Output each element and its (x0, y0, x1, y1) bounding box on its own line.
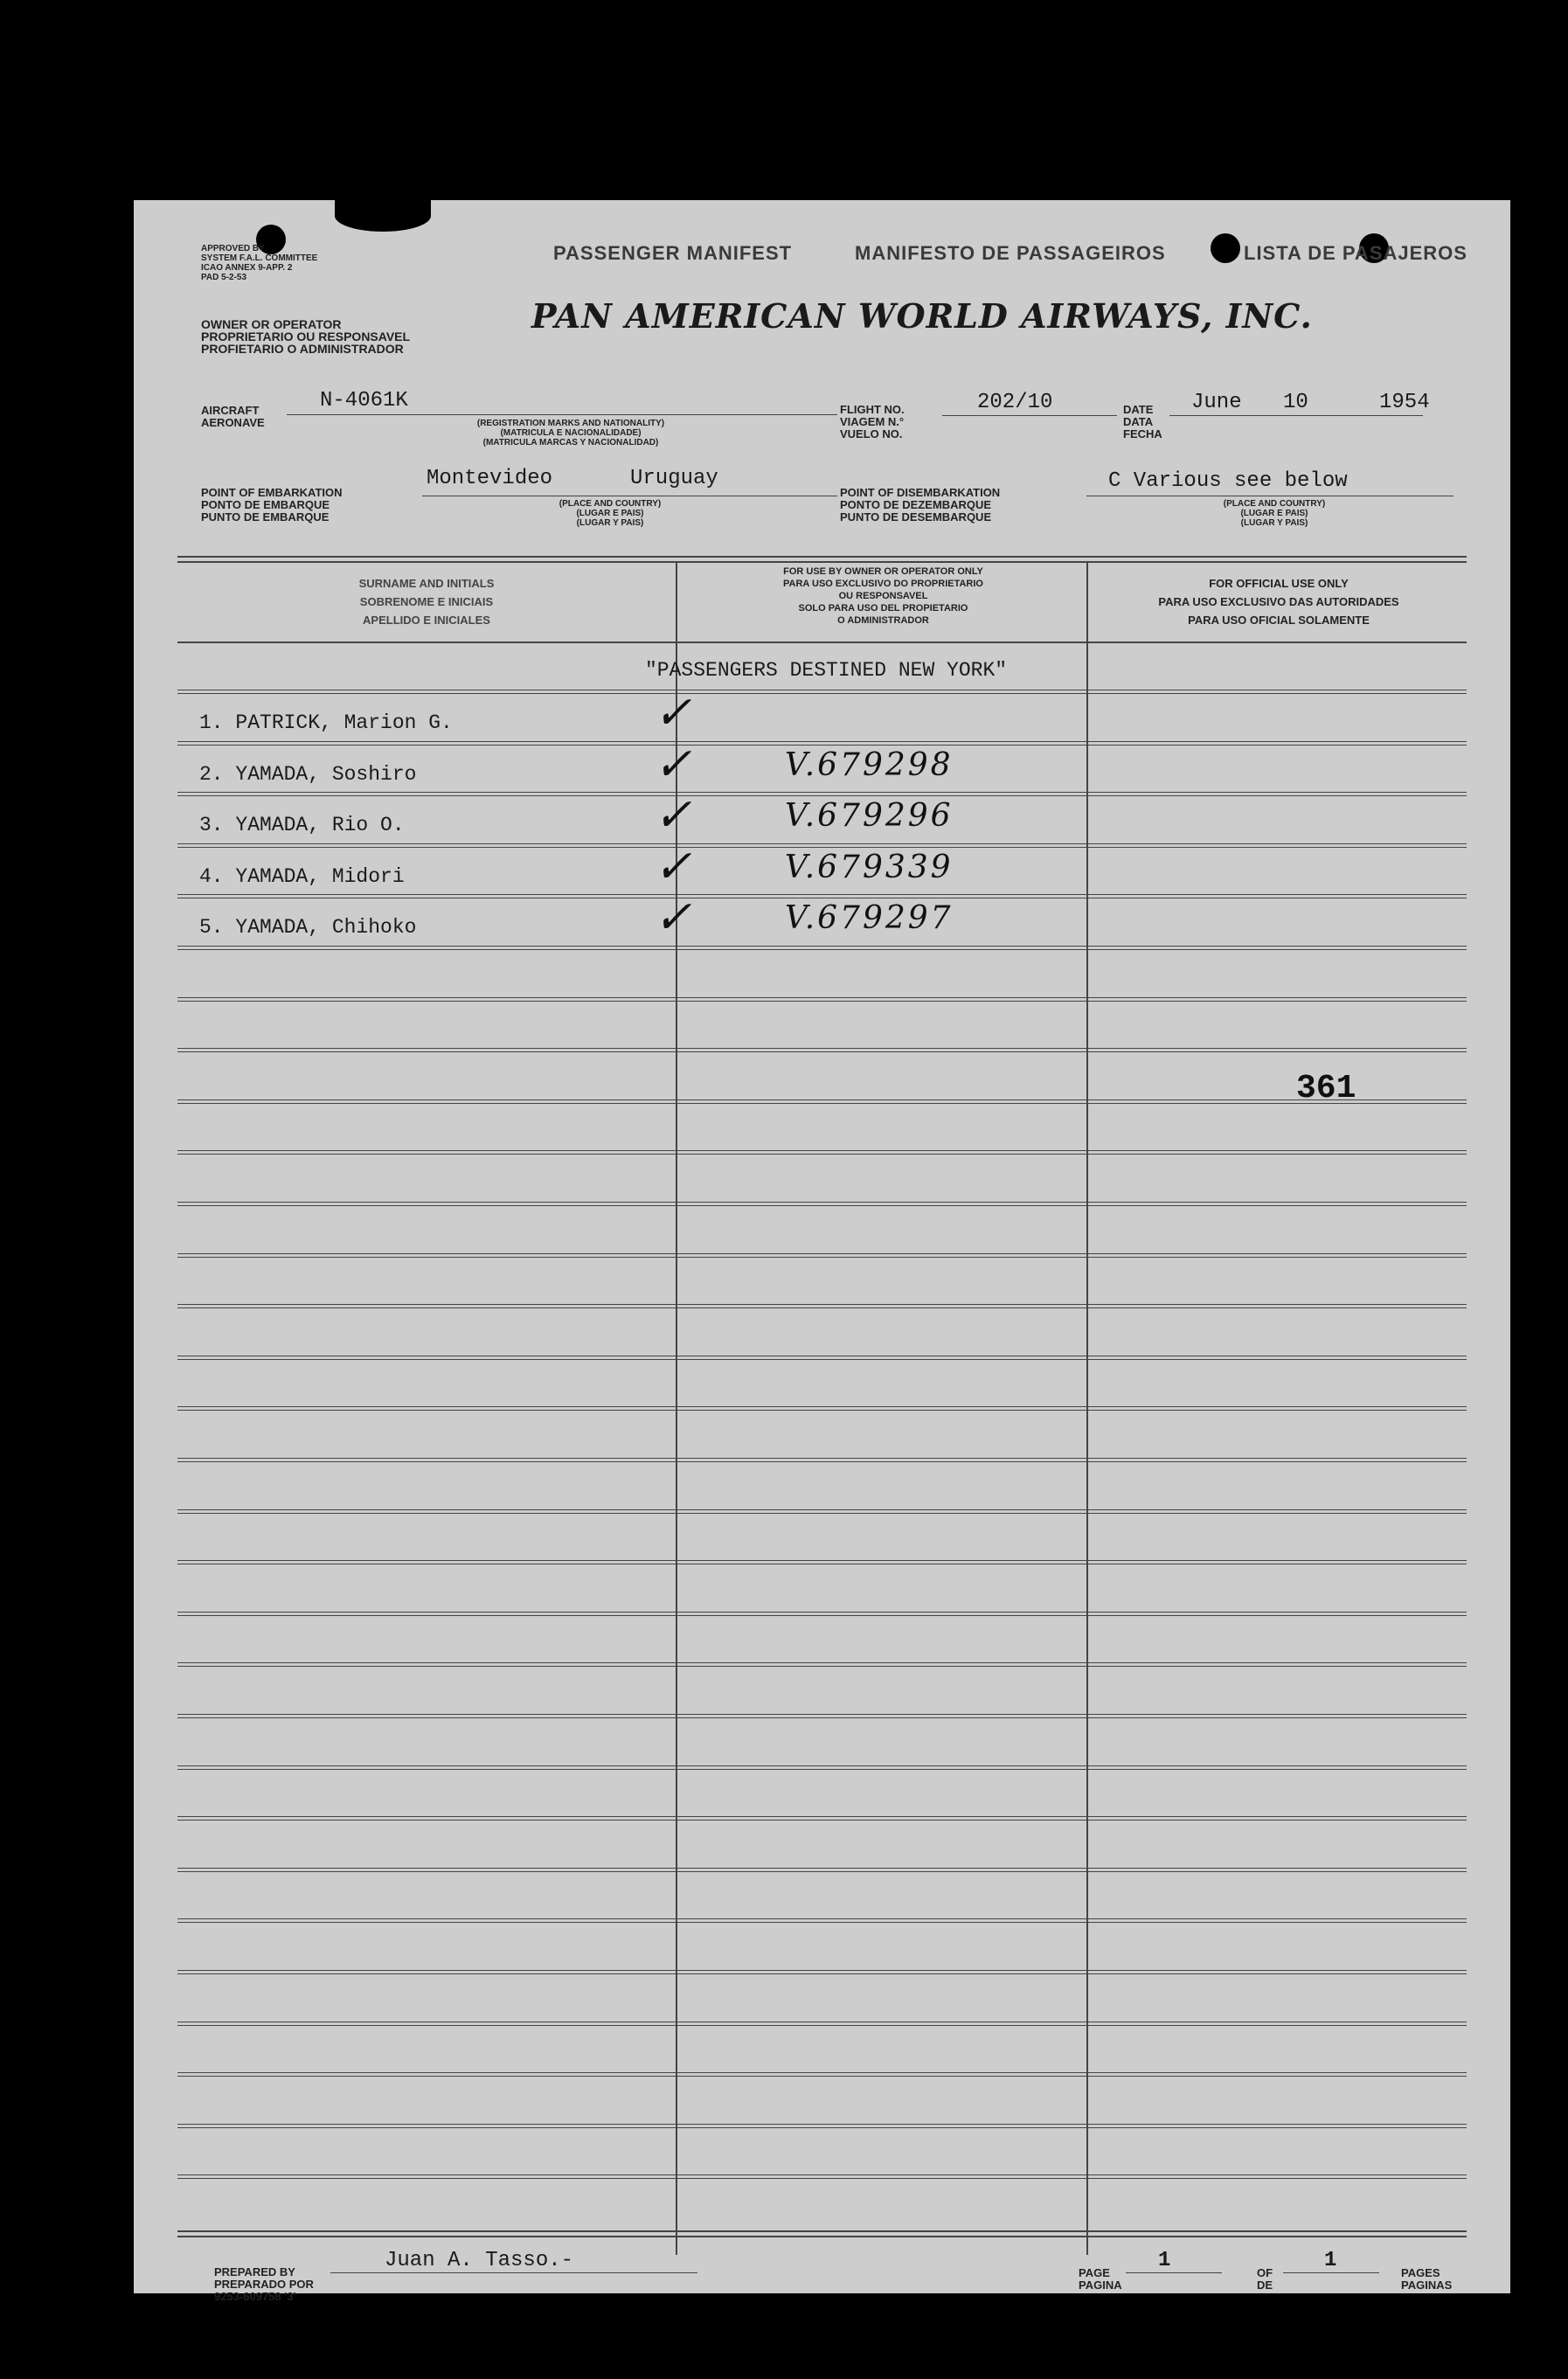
registration-note: (REGISTRATION MARKS AND NATIONALITY) (MATRICULA E NACIONALIDADE) (MATRICULA MARCAS Y NACIONALIDAD) (476, 419, 665, 447)
row-rule (177, 1253, 1467, 1254)
operator-name: PAN AMERICAN WORLD AIRWAYS, INC. (531, 296, 1313, 336)
row-rule (177, 1048, 1467, 1049)
prepared-underline (330, 2272, 697, 2273)
of-underline (1283, 2272, 1379, 2273)
row-rule (177, 1509, 1467, 1510)
row-rule (177, 1051, 1467, 1052)
flight-underline (942, 415, 1117, 416)
page-label: PAGE PAGINA (1079, 2266, 1122, 2292)
row-rule (177, 1458, 1467, 1459)
table-top-rule (177, 556, 1467, 558)
official-column-header: FOR OFFICIAL USE ONLY PARA USO EXCLUSIVO DAS AUTORIDADES PARA USO OFICIAL SOLAMENTE (1158, 577, 1399, 627)
flight-value: 202/10 (977, 391, 1053, 414)
row-rule (177, 2178, 1467, 2179)
date-month: June (1191, 391, 1242, 414)
prepared-by: Juan A. Tasso.- (385, 2249, 574, 2272)
column-divider-2 (1086, 561, 1088, 2255)
punch-hole (1211, 233, 1240, 263)
row-rule (177, 1461, 1467, 1462)
row-rule (177, 1765, 1467, 1766)
disembark-label: POINT OF DISEMBARKATION PONTO DE DEZEMBARQUE PUNTO DE DESEMBARQUE (840, 486, 1001, 524)
row-rule (177, 1150, 1467, 1151)
row-rule (177, 1099, 1467, 1100)
row-rule (177, 997, 1467, 998)
of-label: OF DE (1257, 2266, 1273, 2292)
check-mark: ✓ (654, 891, 695, 944)
row-rule (177, 894, 1467, 895)
visa-number: V.679298 (785, 747, 954, 783)
row-rule (177, 2076, 1467, 2077)
row-rule (177, 745, 1467, 746)
title-pt: MANIFESTO DE PASSAGEIROS (855, 242, 1166, 264)
row-rule (177, 1717, 1467, 1718)
row-rule (177, 2025, 1467, 2026)
title-es: LISTA DE PASAJEROS (1244, 242, 1467, 264)
page-total: 1 (1324, 2249, 1337, 2272)
aircraft-label: AIRCRAFT AERONAVE (201, 404, 265, 429)
row-rule (177, 1769, 1467, 1770)
flight-label: FLIGHT NO. VIAGEM N.° VUELO NO. (840, 403, 905, 440)
manifest-sheet (134, 200, 1510, 2303)
embark-country: Uruguay (630, 467, 718, 490)
page-underline (1126, 2272, 1222, 2273)
row-rule (177, 1970, 1467, 1971)
pages-label: PAGES PAGINAS (1401, 2266, 1453, 2292)
row-rule (177, 1612, 1467, 1613)
row-rule (177, 1973, 1467, 1974)
passenger-name: 1. PATRICK, Marion G. (199, 711, 453, 734)
check-mark: ✓ (654, 739, 695, 791)
table-top-rule-2 (177, 561, 1467, 563)
embark-place-note: (PLACE AND COUNTRY) (LUGAR E PAIS) (LUGAR Y PAIS) (559, 499, 662, 528)
visa-number: V.679296 (785, 798, 954, 834)
table-bottom-rule (177, 2230, 1467, 2232)
stamp-number: 361 (1296, 1070, 1356, 1107)
row-rule (177, 1816, 1467, 1817)
row-rule (177, 847, 1467, 848)
date-day: 10 (1283, 391, 1308, 414)
passenger-name: 3. YAMADA, Rio O. (199, 814, 405, 836)
passenger-name: 2. YAMADA, Soshiro (199, 763, 417, 786)
embark-city: Montevideo (427, 467, 553, 490)
visa-number: V.679339 (785, 850, 954, 885)
row-rule (177, 843, 1467, 844)
row-rule (177, 1410, 1467, 1411)
title-en: PASSENGER MANIFEST (553, 242, 793, 264)
table-header-rule (177, 642, 1467, 643)
row-rule (177, 1922, 1467, 1923)
row-rule (177, 2072, 1467, 2073)
row-rule (177, 2127, 1467, 2128)
check-mark: ✓ (654, 841, 695, 893)
disembark-value: C Various see below (1108, 469, 1348, 493)
torn-edge (335, 200, 431, 232)
row-rule (177, 1868, 1467, 1869)
row-rule (177, 792, 1467, 793)
row-rule (177, 1307, 1467, 1308)
row-rule (177, 693, 1467, 694)
visa-number: V.679297 (785, 900, 954, 936)
row-rule (177, 741, 1467, 742)
row-rule (177, 2174, 1467, 2175)
passenger-name: 5. YAMADA, Chihoko (199, 916, 417, 939)
row-rule (177, 2124, 1467, 2125)
row-rule (177, 1714, 1467, 1715)
row-rule (177, 795, 1467, 796)
date-year: 1954 (1379, 391, 1430, 414)
row-rule (177, 1205, 1467, 1206)
row-rule (177, 1513, 1467, 1514)
passenger-name: 4. YAMADA, Midori (199, 865, 405, 888)
destination-note: "PASSENGERS DESTINED NEW YORK" (645, 659, 1008, 682)
check-mark: ✓ (654, 789, 695, 842)
aircraft-underline (287, 414, 837, 415)
row-rule (177, 1257, 1467, 1258)
row-rule (177, 1871, 1467, 1872)
row-rule (177, 1103, 1467, 1104)
prepared-label: PREPARED BY PREPARADO POR 9253-609758 '3' (214, 2265, 314, 2303)
row-rule (177, 1154, 1467, 1155)
row-rule (177, 1615, 1467, 1616)
page-number: 1 (1158, 2249, 1171, 2272)
row-rule (177, 1001, 1467, 1002)
row-rule (177, 1304, 1467, 1305)
date-label: DATE DATA FECHA (1123, 403, 1162, 440)
aircraft-value: N-4061K (320, 389, 408, 413)
row-rule (177, 1820, 1467, 1821)
check-mark: ✓ (654, 687, 695, 739)
row-rule (177, 1406, 1467, 1407)
row-rule (177, 946, 1467, 947)
row-rule (177, 1202, 1467, 1203)
owner-column-header: FOR USE BY OWNER OR OPERATOR ONLY PARA USO EXCLUSIVO DO PROPRIETARIO OU RESPONSAVEL SOLO PARA USO DEL PROPIETARIO O ADMINISTRADOR (783, 566, 983, 626)
row-rule (177, 1918, 1467, 1919)
row-rule (177, 1560, 1467, 1561)
row-rule (177, 1666, 1467, 1667)
names-column-header: SURNAME AND INITIALS SOBRENOME E INICIAIS APELLIDO E INICIALES (358, 577, 495, 627)
disembark-place-note: (PLACE AND COUNTRY) (LUGAR E PAIS) (LUGAR Y PAIS) (1223, 499, 1326, 528)
row-rule (177, 1662, 1467, 1663)
approval-block: APPROVED BY SYSTEM F.A.L. COMMITTEE ICAO ANNEX 9-APP. 2 PAD 5-2-53 (201, 244, 318, 282)
embark-label: POINT OF EMBARKATION PONTO DE EMBARQUE PUNTO DE EMBARQUE (201, 486, 343, 524)
operator-label: OWNER OR OPERATOR PROPRIETARIO OU RESPONSAVEL PROFIETARIO O ADMINISTRADOR (201, 317, 411, 356)
row-rule (177, 1359, 1467, 1360)
table-bottom-rule-2 (177, 2236, 1467, 2237)
row-rule (177, 949, 1467, 950)
date-underline (1169, 415, 1423, 416)
